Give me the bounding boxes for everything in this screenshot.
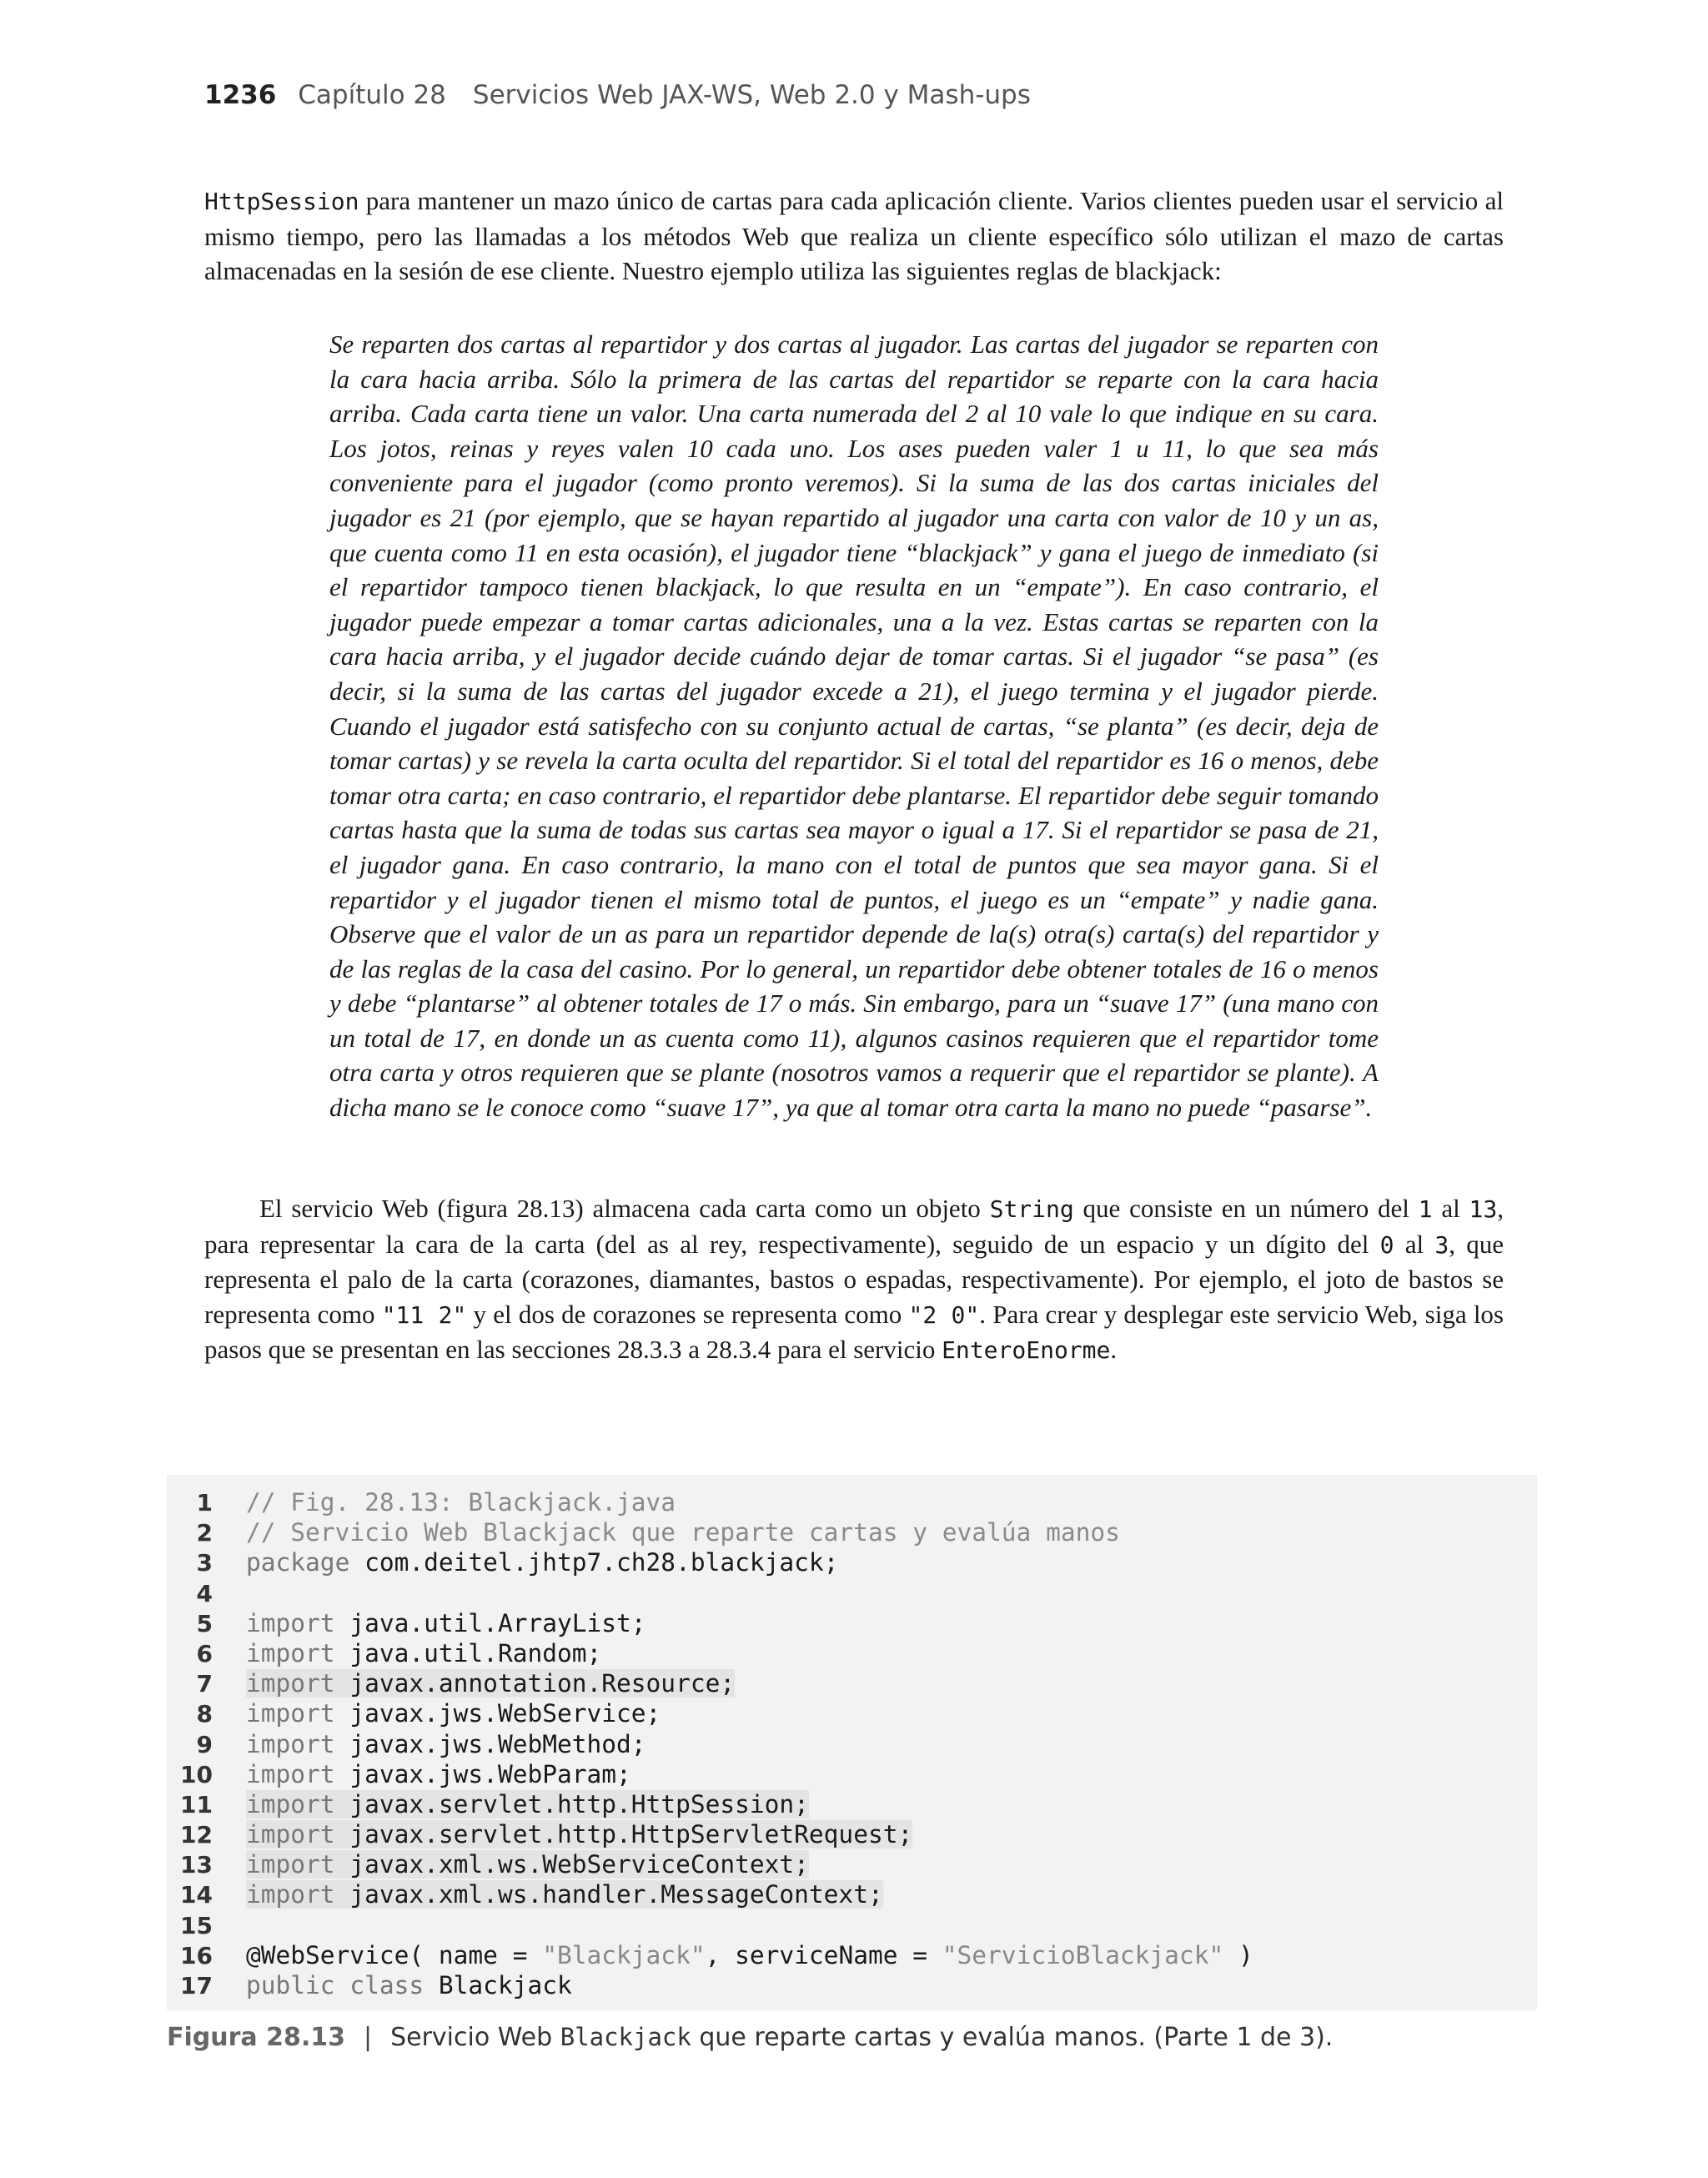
line-number: 3 <box>196 1549 213 1577</box>
line-number: 1 <box>196 1489 213 1517</box>
code-line <box>179 1487 1253 1517</box>
code-line <box>179 1729 1253 1759</box>
code-text: , serviceName = <box>705 1940 942 1969</box>
code-text: java.util.Random; <box>334 1638 602 1667</box>
text-run: , que representa el palo de la carta (corazones, diamantes, bastos o espadas, respectivamente). Por ejemplo, el joto de bastos se representa como <box>204 1229 1505 1329</box>
figure-caption <box>167 2023 1333 2052</box>
intro-paragraph <box>204 184 1504 289</box>
code-line-highlighted <box>179 1849 1253 1879</box>
line-number: 15 <box>180 1911 213 1939</box>
text-run: . <box>1110 1335 1118 1364</box>
text-run: al <box>1394 1229 1435 1259</box>
line-number: 8 <box>196 1700 213 1728</box>
inline-code: 3 <box>1434 1230 1449 1259</box>
caption-text: Servicio Web <box>390 2023 560 2052</box>
code-keyword: import <box>246 1608 335 1637</box>
chapter-title: Servicios Web JAX-WS, Web 2.0 y Mash-ups <box>472 80 1031 110</box>
text-run: . Para crear y desplegar este servicio Web, siga los pasos que se presentan en las secciones 28.3.3 a 28.3.4 para el servicio <box>204 1299 1504 1364</box>
inline-code: String <box>989 1195 1074 1223</box>
code-comment: // Servicio Web Blackjack que reparte cartas y evalúa manos <box>246 1518 1120 1547</box>
text-run: que consiste en un número del <box>1073 1194 1419 1223</box>
line-number: 10 <box>180 1760 213 1788</box>
code-keyword: import <box>246 1820 335 1849</box>
code-keyword: import <box>246 1729 335 1758</box>
code-keyword: public class <box>246 1971 424 1999</box>
inline-code: "2 0" <box>908 1300 980 1329</box>
code-line <box>179 1578 1253 1608</box>
code-line-highlighted <box>179 1879 1253 1909</box>
text-run: al <box>1432 1194 1469 1223</box>
code-line <box>179 1517 1253 1547</box>
code-line <box>179 1759 1253 1789</box>
code-text: javax.xml.ws.WebServiceContext; <box>334 1850 809 1879</box>
code-string: "ServicioBlackjack" <box>942 1940 1224 1969</box>
text-run: El servicio Web (figura 28.13) almacena cada carta como un objeto <box>259 1194 990 1223</box>
line-number: 14 <box>180 1881 213 1909</box>
caption-code: Blackjack <box>560 2023 691 2051</box>
line-number: 4 <box>196 1579 213 1607</box>
code-line <box>179 1940 1253 1970</box>
inline-code: 13 <box>1469 1195 1498 1223</box>
text-run: y el dos de corazones se representa como <box>466 1299 909 1329</box>
page-number: 1236 <box>204 80 277 110</box>
code-keyword: package <box>246 1548 350 1577</box>
code-text: javax.jws.WebParam; <box>334 1759 631 1788</box>
code-line <box>179 1638 1253 1668</box>
blackjack-rules-quote: Se reparten dos cartas al repartidor y dos cartas al jugador. Las cartas del jugador se reparten con la cara hacia arriba. Sólo la primera de las cartas del repartidor se reparte con la cara hacia arriba. Cada carta tiene un valor. Una carta numerada del 2 al 10 vale lo que indique en su cara. Los jotos, reinas y reyes valen 10 cada uno. Los ases pueden valer 1 u 11, lo que sea más conveniente para el jugador (como pronto veremos). Si la suma de las dos cartas iniciales del jugador es 21 (por ejemplo, que se hayan repartido al jugador una carta con valor de 10 y un as, que cuenta como 11 en esta ocasión), el jugador tiene “blackjack” y gana el juego de inmediato (si el repartidor tampoco tienen blackjack, lo que resulta en un “empate”). En caso contrario, el jugador puede empezar a tomar cartas adicionales, una a la vez. Estas cartas se reparten con la cara hacia arriba, y el jugador decide cuándo dejar de tomar cartas. Si el jugador “se pasa” (es decir, si la suma de las cartas del jugador excede a 21), el juego termina y el jugador pierde. Cuando el jugador está satisfecho con su conjunto actual de cartas, “se planta” (es decir, deja de tomar cartas) y se revela la carta oculta del repartidor. Si el total del repartidor es 16 o menos, debe tomar otra carta; en caso contrario, el repartidor debe plantarse. El repartidor debe seguir tomando cartas hasta que la suma de todas sus cartas sea mayor o igual a 17. Si el repartidor se pasa de 21, el jugador gana. En caso contrario, la mano con el total de puntos que sea mayor gana. Si el repartidor y el jugador tienen el mismo total de puntos, el juego es un “empate” y nadie gana. Observe que el valor de un as para un repartidor depende de la(s) otra(s) carta(s) del repartidor y de las reglas de la casa del casino. Por lo general, un repartidor debe obtener totales de 16 o menos y debe “plantarse” al obtener totales de 17 o más. Sin embargo, para un “suave 17” (una mano con un total de 17, en donde un as cuenta como 11), algunos casinos requieren que el repartidor tome otra carta y otros requieren que se plante (nosotros vamos a requerir que el repartidor se plante). A dicha mano se le conoce como “suave 17”, ya que al tomar otra carta la mano no puede “pasarse”. <box>329 329 1379 1123</box>
inline-code: "11 2" <box>381 1300 467 1329</box>
code-line <box>179 1910 1253 1940</box>
line-number: 11 <box>180 1790 213 1818</box>
code-text: java.util.ArrayList; <box>334 1608 646 1637</box>
inline-code: 0 <box>1379 1230 1394 1259</box>
inline-code: 1 <box>1418 1195 1433 1223</box>
code-text: javax.jws.WebMethod; <box>334 1729 646 1758</box>
code-text: @WebService( name = <box>246 1940 543 1969</box>
code-line <box>179 1970 1253 2000</box>
code-line <box>179 1608 1253 1638</box>
code-keyword: import <box>246 1669 335 1698</box>
figure-label: Figura 28.13 <box>167 2023 345 2052</box>
code-text: Blackjack <box>424 1971 572 1999</box>
code-text: ) <box>1223 1940 1253 1969</box>
code-text: javax.annotation.Resource; <box>334 1669 736 1698</box>
line-number: 6 <box>196 1639 213 1667</box>
line-number: 17 <box>180 1972 213 1999</box>
code-comment: // Fig. 28.13: Blackjack.java <box>246 1488 676 1517</box>
code-keyword: import <box>246 1759 335 1788</box>
chapter-label: Capítulo 28 <box>298 80 446 110</box>
code-keyword: import <box>246 1699 335 1728</box>
code-keyword: import <box>246 1850 335 1879</box>
line-number: 7 <box>196 1670 213 1698</box>
line-number: 5 <box>196 1609 213 1637</box>
inline-code: EnteroEnorme <box>942 1336 1111 1364</box>
running-header <box>204 80 1031 110</box>
caption-text: que reparte cartas y evalúa manos. (Parte 1 de 3). <box>691 2023 1334 2052</box>
line-number: 2 <box>196 1519 213 1547</box>
line-number: 12 <box>180 1821 213 1849</box>
text-run: , para representar la cara de la carta (del as al rey, respectivamente), seguido de un espacio y un dígito del <box>204 1194 1504 1259</box>
code-keyword: import <box>246 1638 335 1667</box>
line-number: 13 <box>180 1851 213 1879</box>
code-line-highlighted <box>179 1668 1253 1698</box>
code-line-highlighted <box>179 1819 1253 1849</box>
code-text: com.deitel.jhtp7.ch28.blackjack; <box>349 1548 839 1577</box>
code-text: javax.jws.WebService; <box>334 1699 661 1728</box>
line-number: 9 <box>196 1730 213 1758</box>
code-text: javax.xml.ws.handler.MessageContext; <box>334 1880 883 1909</box>
code-text: javax.servlet.http.HttpSession; <box>334 1789 809 1818</box>
inline-code: HttpSession <box>204 188 359 215</box>
code-line <box>179 1547 1253 1577</box>
paragraph-text: para mantener un mazo único de cartas para cada aplicación cliente. Varios clientes pueden usar el servicio al mismo tiempo, pero las llamadas a los métodos Web que realiza un cliente específico sólo utilizan el mazo de cartas almacenadas en la sesión de ese cliente. Nuestro ejemplo utiliza las siguientes reglas de blackjack: <box>204 186 1504 285</box>
code-line <box>179 1698 1253 1728</box>
line-number: 16 <box>180 1941 213 1969</box>
code-keyword: import <box>246 1789 335 1818</box>
code-listing <box>179 1487 1253 2000</box>
code-text: javax.servlet.http.HttpServletRequest; <box>334 1820 913 1849</box>
code-string: "Blackjack" <box>542 1940 706 1969</box>
card-encoding-paragraph <box>204 1191 1504 1368</box>
code-line-highlighted <box>179 1789 1253 1819</box>
code-keyword: import <box>246 1880 335 1909</box>
caption-separator: | <box>363 2023 373 2052</box>
